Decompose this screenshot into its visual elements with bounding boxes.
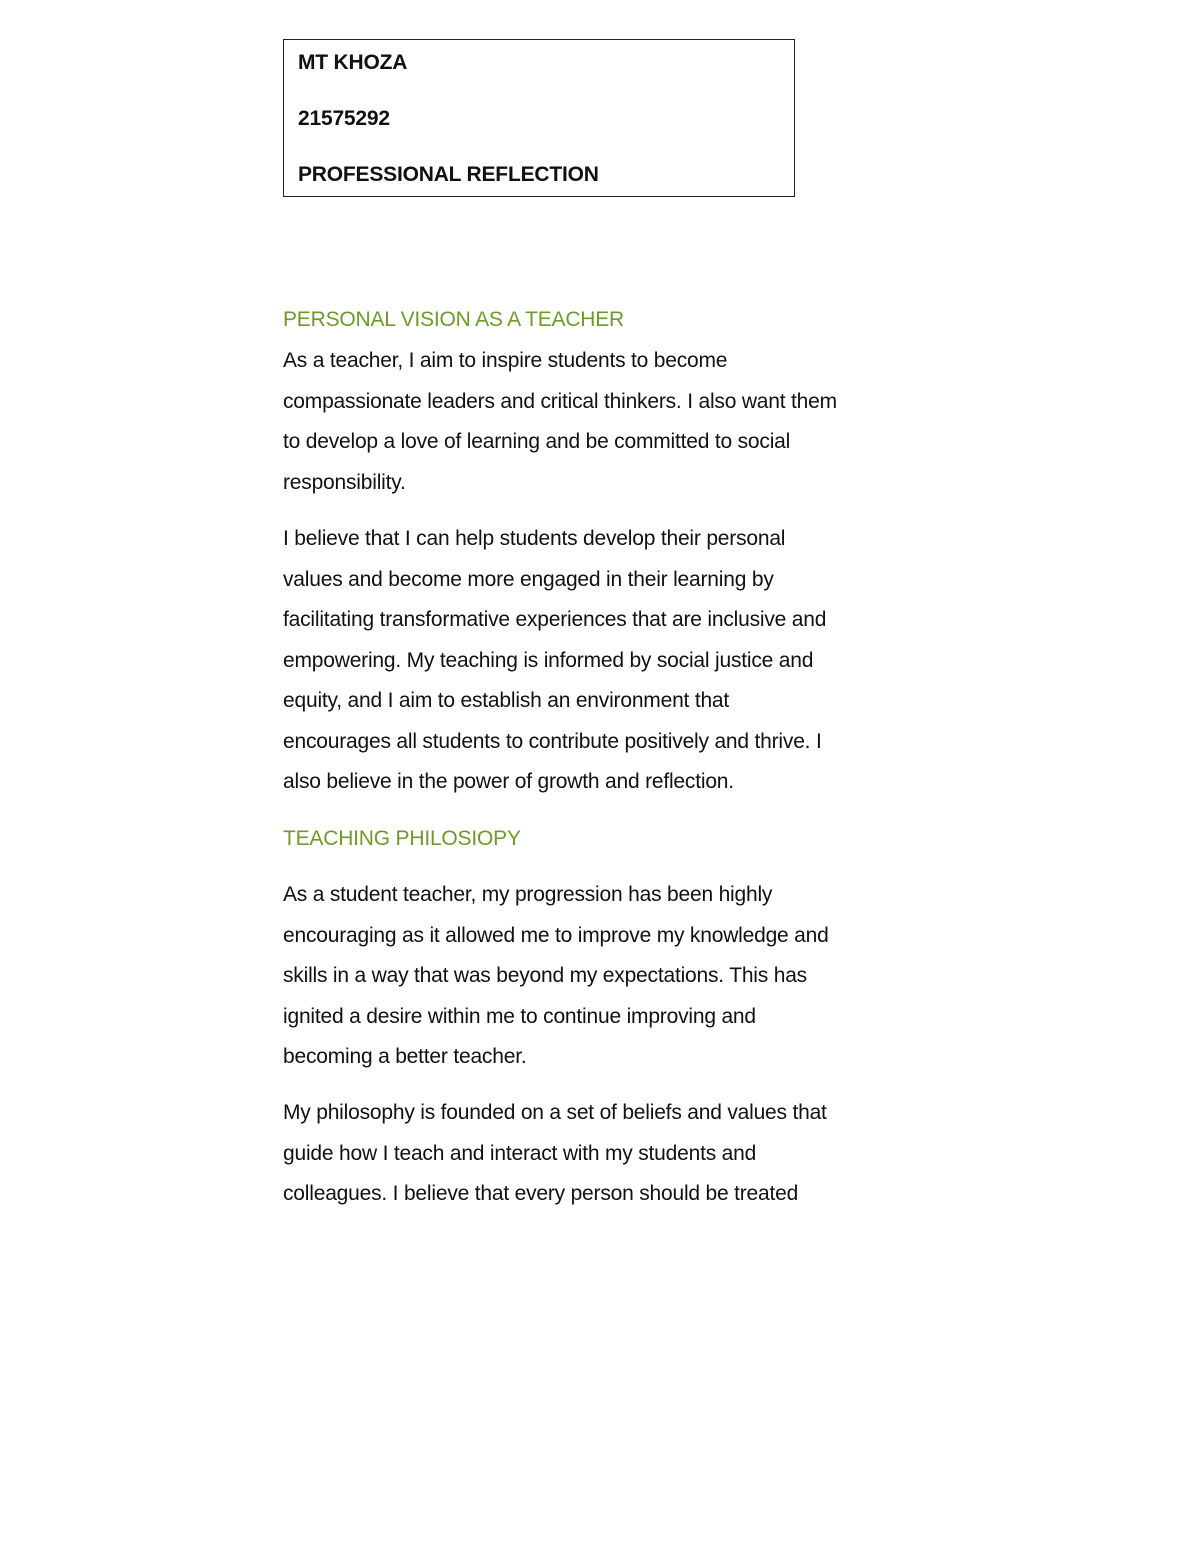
text-line: empowering. My teaching is informed by social justice and <box>283 648 814 672</box>
text-line: encouraging as it allowed me to improve my knowledge and <box>283 923 829 947</box>
text-line: to develop a love of learning and be committed to social <box>283 430 791 453</box>
text-line: My philosophy is founded on a set of beliefs and values that <box>283 1101 827 1124</box>
paragraph <box>283 519 943 803</box>
text-line: compassionate leaders and critical thinkers. I also want them <box>283 389 837 413</box>
section-heading-personal-vision: PERSONAL VISION AS A TEACHER <box>283 308 625 331</box>
text-line: equity, and I aim to establish an environment that <box>283 689 730 712</box>
header-box <box>283 39 795 197</box>
text-line: ignited a desire within me to continue improving and <box>283 1004 756 1028</box>
text-line: guide how I teach and interact with my students and <box>283 1141 757 1165</box>
text-line: becoming a better teacher. <box>283 1045 527 1068</box>
student-number: 21575292 <box>298 107 390 130</box>
text-line: colleagues. I believe that every person should be treated <box>283 1182 799 1205</box>
text-line: also believe in the power of growth and reflection. <box>283 770 734 793</box>
section-heading-teaching-philosophy: TEACHING PHILOSIOPY <box>283 827 521 850</box>
text-line: facilitating transformative experiences that are inclusive and <box>283 608 827 631</box>
text-line: As a teacher, I aim to inspire students to become <box>283 349 728 372</box>
document-title: PROFESSIONAL REFLECTION <box>298 163 599 186</box>
text-line: I believe that I can help students develop their personal <box>283 527 786 550</box>
text-line: values and become more engaged in their learning by <box>283 567 774 591</box>
paragraph <box>283 1093 943 1215</box>
paragraph <box>283 341 943 503</box>
paragraph <box>283 875 943 1078</box>
text-line: skills in a way that was beyond my expectations. This has <box>283 964 807 987</box>
text-line: As a student teacher, my progression has been highly <box>283 883 773 906</box>
text-line: responsibility. <box>283 470 406 494</box>
author-name: MT KHOZA <box>298 51 408 74</box>
text-line: encourages all students to contribute positively and thrive. I <box>283 729 822 753</box>
